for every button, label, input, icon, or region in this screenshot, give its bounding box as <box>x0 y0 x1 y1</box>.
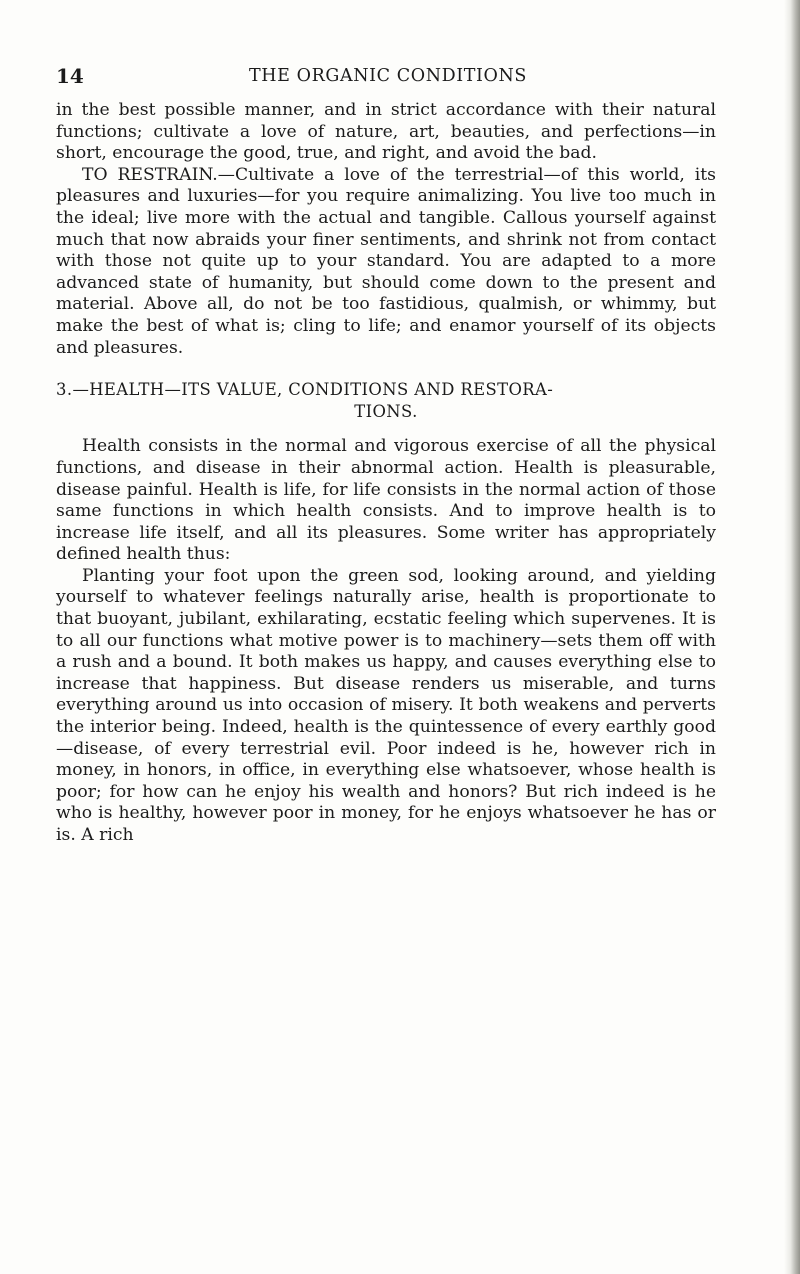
page-edge-shadow <box>784 0 800 1274</box>
running-head: THE ORGANIC CONDITIONS <box>248 66 527 86</box>
paragraph-planting-foot: Planting your foot upon the green sod, looking around, and yielding yourself to whatever feelings naturally arise, health is proportionate to that buoyant, jubilant, exhilarating, ecstatic feeling which supervenes. It is to all our functions what motive power is to machinery—sets them off with a rush and a bound. It both makes us happy, and causes everything else to increase that happiness. But disease renders us miserable, and turns everything around us into occasion of misery. It both weakens and perverts the interior being. Indeed, health is the quintessence of every earthly good—disease, of every terrestrial evil. Poor indeed is he, however rich in money, in honors, in office, in everything else whatsoever, whose health is poor; for how can he enjoy his wealth and honors? But rich indeed is he who is healthy, however poor in money, for he enjoys whatsoever he has or is. A rich <box>56 565 716 845</box>
page-number: 14 <box>56 64 84 88</box>
paragraph-health-definition: Health consists in the normal and vigorous exercise of all the physical functions, and disease in their abnormal action. Health is pleasurable, disease painful. Health is life, for life consists in the normal action of those same functions in which health consists. And to improve health is to increase life itself, and all its pleasures. Some writer has appropriately defined health thus: <box>56 436 716 565</box>
page-header <box>56 64 720 90</box>
section-heading-line-1: 3.—HEALTH—ITS VALUE, CONDITIONS AND RESTORA- <box>56 380 554 400</box>
paragraph-to-restrain: TO RESTRAIN.—Cultivate a love of the terrestrial—of this world, its pleasures and luxuries—for you require animalizing. You live too much in the ideal; live more with the actual and tangible. Callous yourself against much that now abraids your finer sentiments, and shrink not from contact with those not quite up to your standard. You are adapted to a more advanced state of humanity, but should come down to the present and material. Above all, do not be too fastidious, qualmish, or whimmy, but make the best of what is; cling to life; and enamor yourself of its objects and pleasures. <box>56 164 716 358</box>
section-heading <box>56 379 716 422</box>
paragraph-continuation: in the best possible manner, and in strict accordance with their natural functions; cultivate a love of nature, art, beauties, and perfections—in short, encourage the good, true, and right, and avoid the bad. <box>56 100 716 164</box>
body-text <box>56 100 716 847</box>
section-heading-line-2: TIONS. <box>354 401 418 421</box>
